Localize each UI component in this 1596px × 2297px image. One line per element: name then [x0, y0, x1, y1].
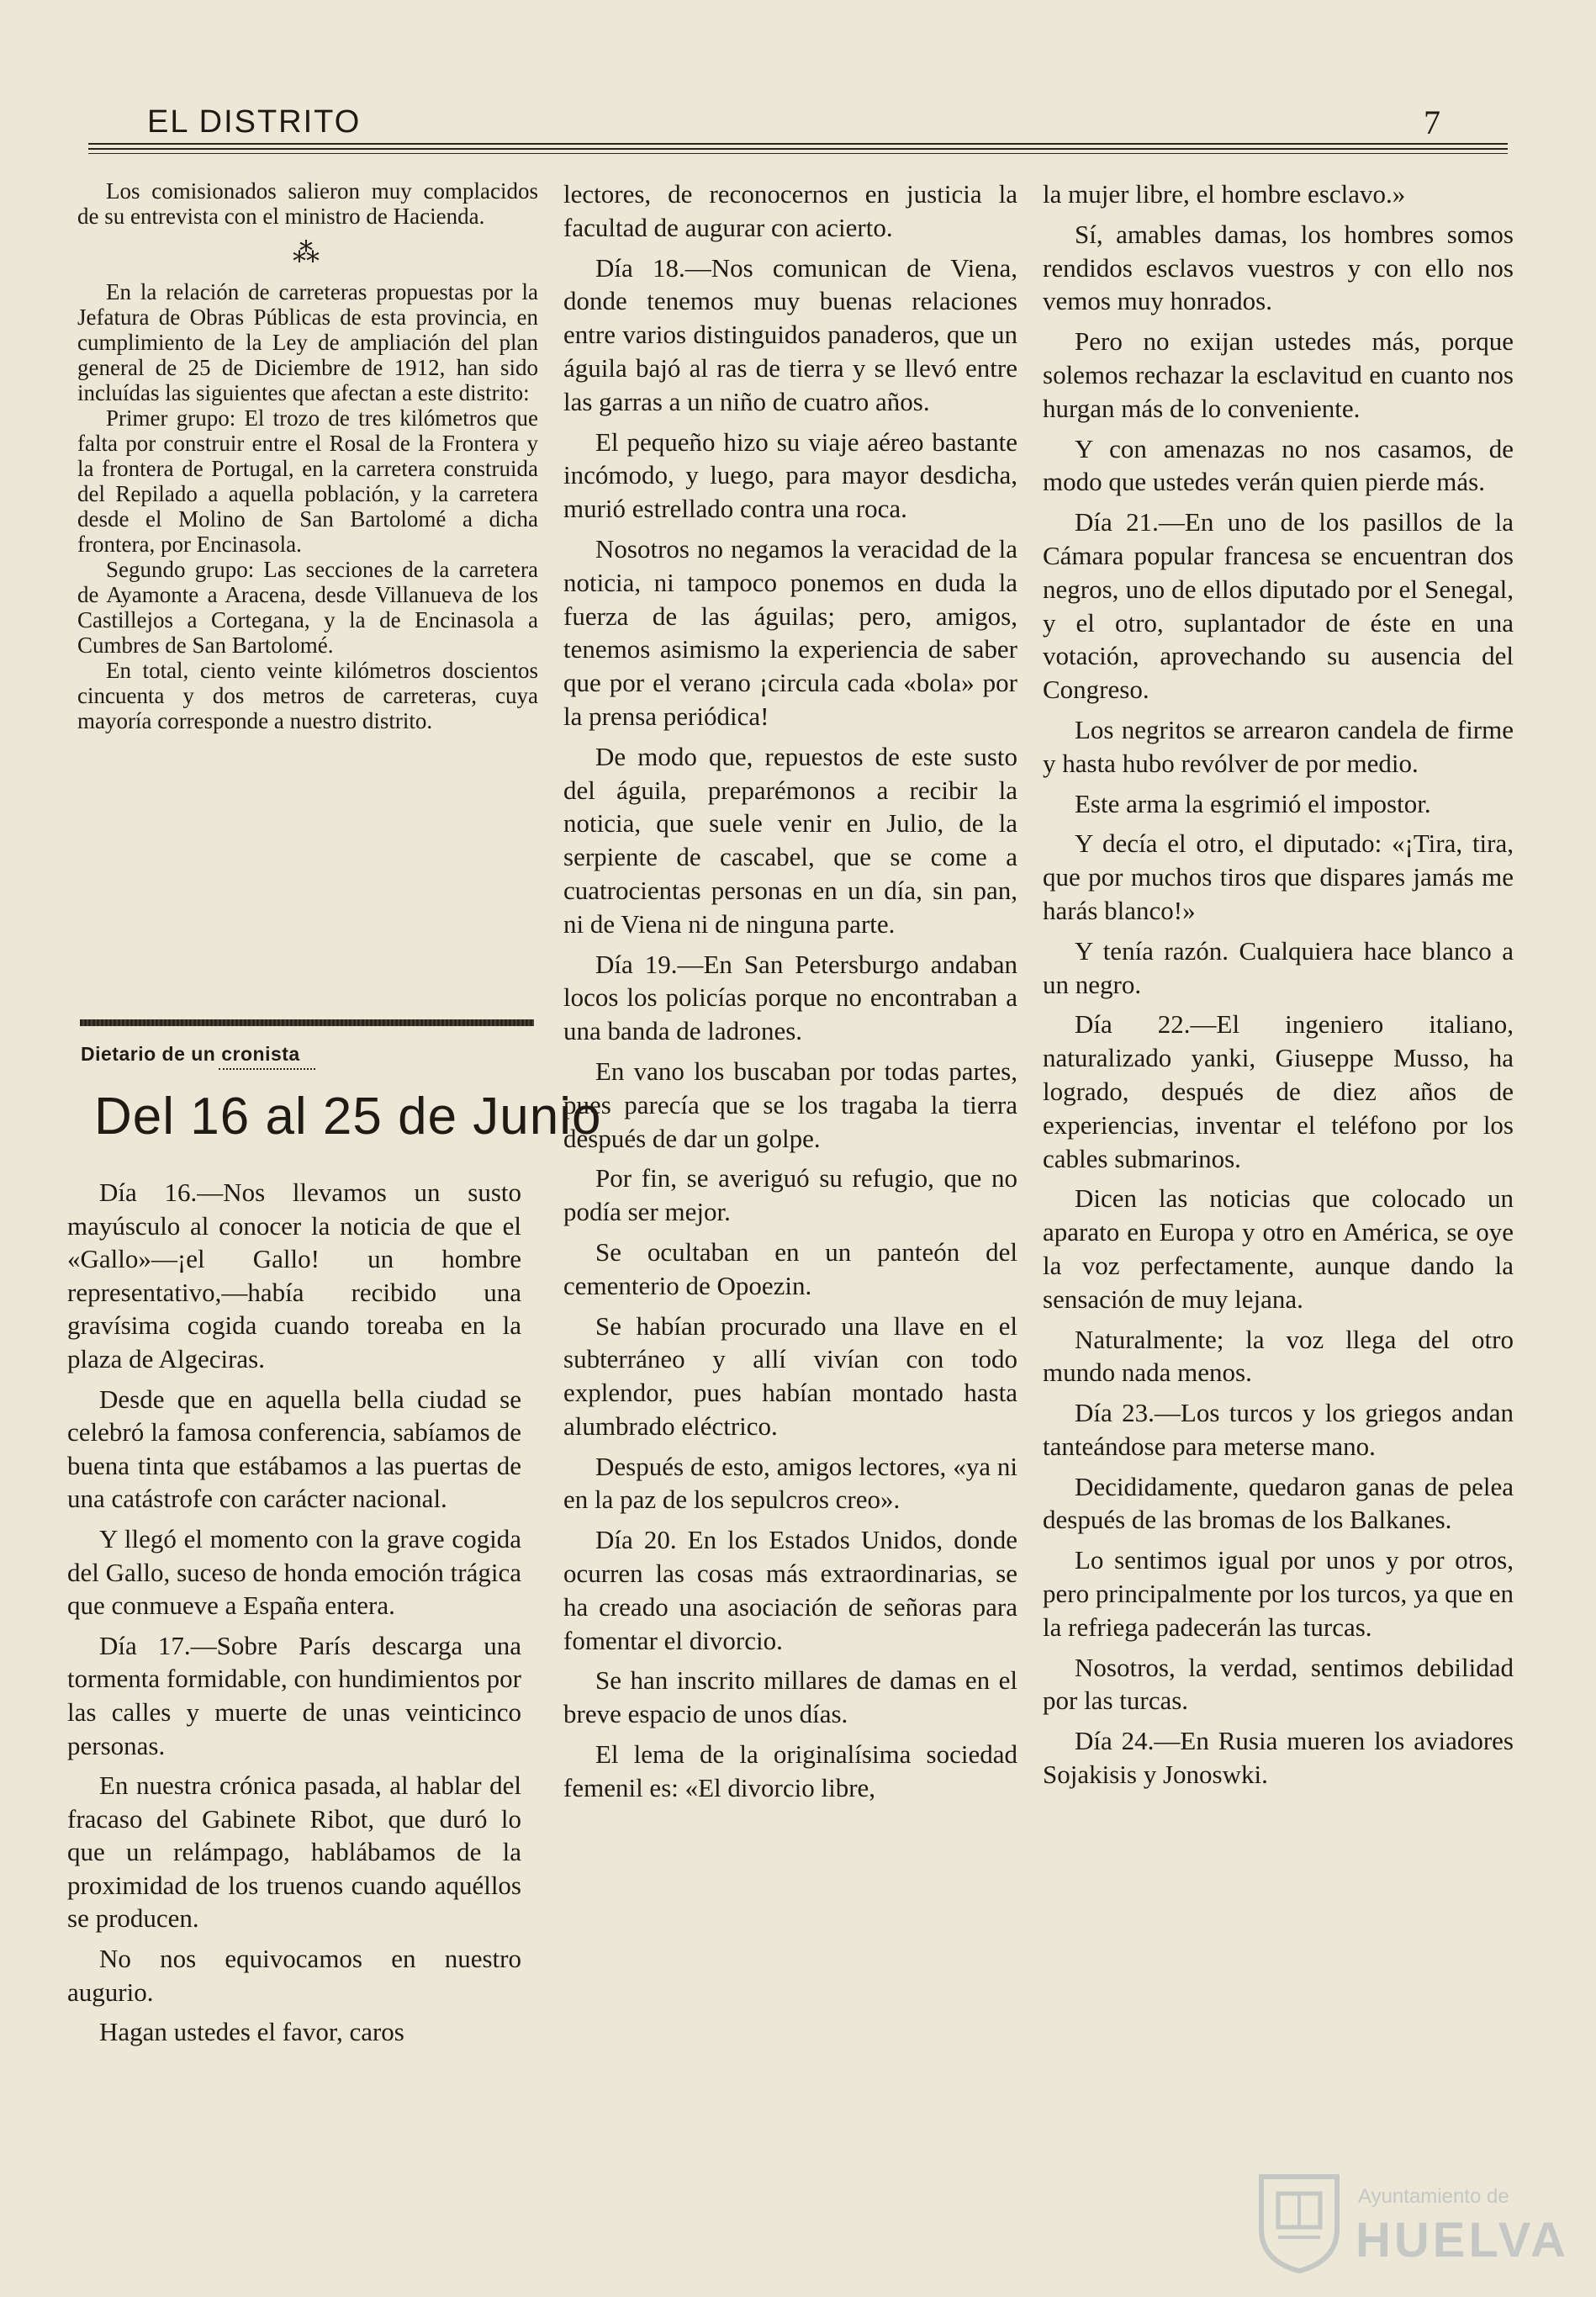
paragraph: Sí, amables damas, los hombres somos rendidos esclavos vuestros y con ello nos vemos muy honrados. — [1043, 219, 1514, 316]
paragraph: En nuestra crónica pasada, al hablar del fracaso del Gabinete Ribot, que duró lo que un relámpago, hablábamos de la proximidad de los truenos cuando aquéllos se producen. — [67, 1770, 521, 1934]
paragraph: Día 22.—El ingeniero italiano, naturalizado yanki, Giuseppe Musso, ha logrado, después de diez años de experiencias, inventar el teléfono por los cables submarinos. — [1043, 1009, 1514, 1173]
paragraph: Los negritos se arrearon candela de firme y hasta hubo revólver de por medio. — [1043, 714, 1514, 778]
paragraph: Naturalmente; la voz llega del otro mundo nada menos. — [1043, 1324, 1514, 1388]
coat-of-arms-icon — [1253, 2170, 1345, 2274]
paragraph: En total, ciento veinte kilómetros doscientos cincuenta y dos metros de carreteras, cuya mayoría corresponde a nuestro distrito. — [77, 658, 538, 733]
paragraph: Nosotros no negamos la veracidad de la noticia, ni tampoco ponemos en duda la fuerza de las águilas; pero, amigos, tenemos asimismo la experiencia de saber que por el verano ¡circula cada «bola» por la prensa periódica! — [563, 533, 1017, 731]
paragraph: Decididamente, quedaron ganas de pelea después de las bromas de los Balkanes. — [1043, 1471, 1514, 1535]
paragraph: Hagan ustedes el favor, caros — [99, 2017, 404, 2047]
paragraph: Por fin, se averiguó su refugio, que no podía ser mejor. — [563, 1163, 1017, 1227]
paragraph: Día 17.—Sobre París descarga una tormenta formidable, con hundimientos por las calles y muerte de unas veinticinco personas. — [67, 1630, 521, 1760]
paragraph: El lema de la originalísima sociedad femenil es: «El divorcio libre, — [563, 1739, 1017, 1802]
paragraph: Y decía el otro, el diputado: «¡Tira, tira, que por muchos tiros que dispares jamás me harás blanco!» — [1043, 828, 1514, 925]
paragraph: Día 21.—En uno de los pasillos de la Cámara popular francesa se encuentran dos negros, uno de ellos diputado por el Senegal, y el otro, suplantador de éste en una votación, aprovechando su ausencia del Congreso. — [1043, 507, 1514, 705]
paragraph: Y con amenazas no nos casamos, de modo que ustedes verán quien pierde más. — [1043, 433, 1514, 497]
section-label: Dietario de un cronista — [81, 1043, 300, 1065]
paragraph: El pequeño hizo su viaje aéreo bastante incómodo, y luego, para mayor desdicha, murió estrellado contra una roca. — [563, 426, 1017, 524]
paragraph: Se han inscrito millares de damas en el breve espacio de unos días. — [563, 1665, 1017, 1729]
paragraph: Desde que en aquella bella ciudad se celebró la famosa conferencia, sabíamos de buena tinta que estábamos a las puertas de una catástrofe con carácter nacional. — [67, 1384, 521, 1514]
paragraph: Día 20. En los Estados Unidos, donde ocurren las cosas más extraordinarias, se ha creado una asociación de señoras para fomentar el divorcio. — [563, 1525, 1017, 1655]
label-underline — [219, 1068, 315, 1070]
section-headline: Del 16 al 25 de Junio — [94, 1088, 602, 1146]
paragraph: lectores, de reconocernos en justicia la facultad de augurar con acierto. — [563, 179, 1017, 242]
header-rule — [88, 153, 1508, 154]
column-1-top — [77, 178, 538, 733]
column-2 — [563, 177, 1017, 1812]
paragraph: Este arma la esgrimió el impostor. — [1075, 788, 1431, 818]
paragraph: Se habían procurado una llave en el subterráneo y allí vivían con todo explendor, pues habían montado hasta alumbrado eléctrico. — [563, 1310, 1017, 1441]
paragraph: Pero no exijan ustedes más, porque solemos rechazar la esclavitud en cuanto nos hurgan más de lo conveniente. — [1043, 326, 1514, 423]
paragraph: Día 18.—Nos comunican de Viena, donde tenemos muy buenas relaciones entre varios distinguidos panaderos, que un águila bajó al ras de tierra y se llevó entre las garras a un niño de cuatro años. — [563, 252, 1017, 416]
paragraph: Se ocultaban en un panteón del cementerio de Opoezin. — [563, 1236, 1017, 1300]
asterism-divider: ⁂ — [293, 237, 323, 267]
archive-watermark — [1253, 2170, 1569, 2279]
header-rule — [88, 143, 1508, 145]
paragraph: Día 19.—En San Petersburgo andaban locos los policías porque no encontraban a una banda de ladrones. — [563, 949, 1017, 1046]
paragraph: En la relación de carreteras propuestas por la Jefatura de Obras Públicas de esta provincia, en cumplimiento de la Ley de ampliación del plan general de 25 de Diciembre de 1912, han sido incluídas las siguientes que afectan a este distrito: — [77, 279, 538, 405]
paragraph: Y llegó el momento con la grave cogida del Gallo, suceso de honda emoción trágica que conmueve a España entera. — [67, 1523, 521, 1621]
paragraph: Y tenía razón. Cualquiera hace blanco a un negro. — [1043, 935, 1514, 999]
paragraph: Nosotros, la verdad, sentimos debilidad por las turcas. — [1043, 1652, 1514, 1716]
paragraph: Primer grupo: El trozo de tres kilómetros que falta por construir entre el Rosal de la Frontera y la frontera de Portugal, en la carretera construida del Repilado a aquella población, y la carretera desde el Molino de San Bartolomé a dicha frontera, por Encinasola. — [77, 405, 538, 557]
paragraph: No nos equivocamos en nuestro augurio. — [67, 1944, 521, 2007]
watermark-line2: HUELVA — [1356, 2213, 1569, 2268]
page-header — [88, 99, 1508, 146]
paragraph: Dicen las noticias que colocado un aparato en Europa y otro en América, se oye la voz perfectamente, aunque dando la sensación de muy lejana. — [1043, 1183, 1514, 1314]
watermark-line1: Ayuntamiento de — [1358, 2185, 1509, 2208]
paragraph: Segundo grupo: Las secciones de la carretera de Ayamonte a Aracena, desde Villanueva de los Castillejos a Cortegana, y la de Encinasola a Cumbres de San Bartolomé. — [77, 557, 538, 658]
column-1-bottom — [67, 1176, 521, 2056]
paragraph: Día 23.—Los turcos y los griegos andan tanteándose para meterse mano. — [1043, 1398, 1514, 1461]
paragraph: Día 16.—Nos llevamos un susto mayúsculo al conocer la noticia de que el «Gallo»—¡el Gallo! un hombre representativo,—había recibido una gravísima cogida cuando toreaba en la plaza de Algeciras. — [67, 1178, 521, 1373]
header-rule — [88, 148, 1508, 150]
page-number: 7 — [1424, 103, 1440, 141]
paragraph: Después de esto, amigos lectores, «ya ni en la paz de los sepulcros creo». — [563, 1451, 1017, 1515]
paragraph: Lo sentimos igual por unos y por otros, pero principalmente por los turcos, ya que en la refriega padecerán las turcas. — [1043, 1545, 1514, 1642]
paragraph: De modo que, repuestos de este susto del águila, preparémonos a recibir la noticia, que suele venir en Julio, de la serpiente de cascabel, que se come a cuatrocientas personas en un día, sin pan, ni de Viena ni de ninguna parte. — [563, 741, 1017, 939]
paragraph: Los comisionados salieron muy complacidos de su entrevista con el ministro de Hacienda. — [77, 178, 538, 229]
newspaper-title: EL DISTRITO — [147, 104, 362, 140]
paragraph: Día 24.—En Rusia mueren los aviadores Sojakisis y Jonoswki. — [1043, 1726, 1514, 1790]
column-3 — [1043, 177, 1514, 1798]
section-separator — [80, 1019, 534, 1026]
paragraph: En vano los buscaban por todas partes, pues parecía que se los tragaba la tierra después de dar un golpe. — [563, 1056, 1017, 1153]
paragraph: la mujer libre, el hombre esclavo.» — [1043, 179, 1406, 209]
